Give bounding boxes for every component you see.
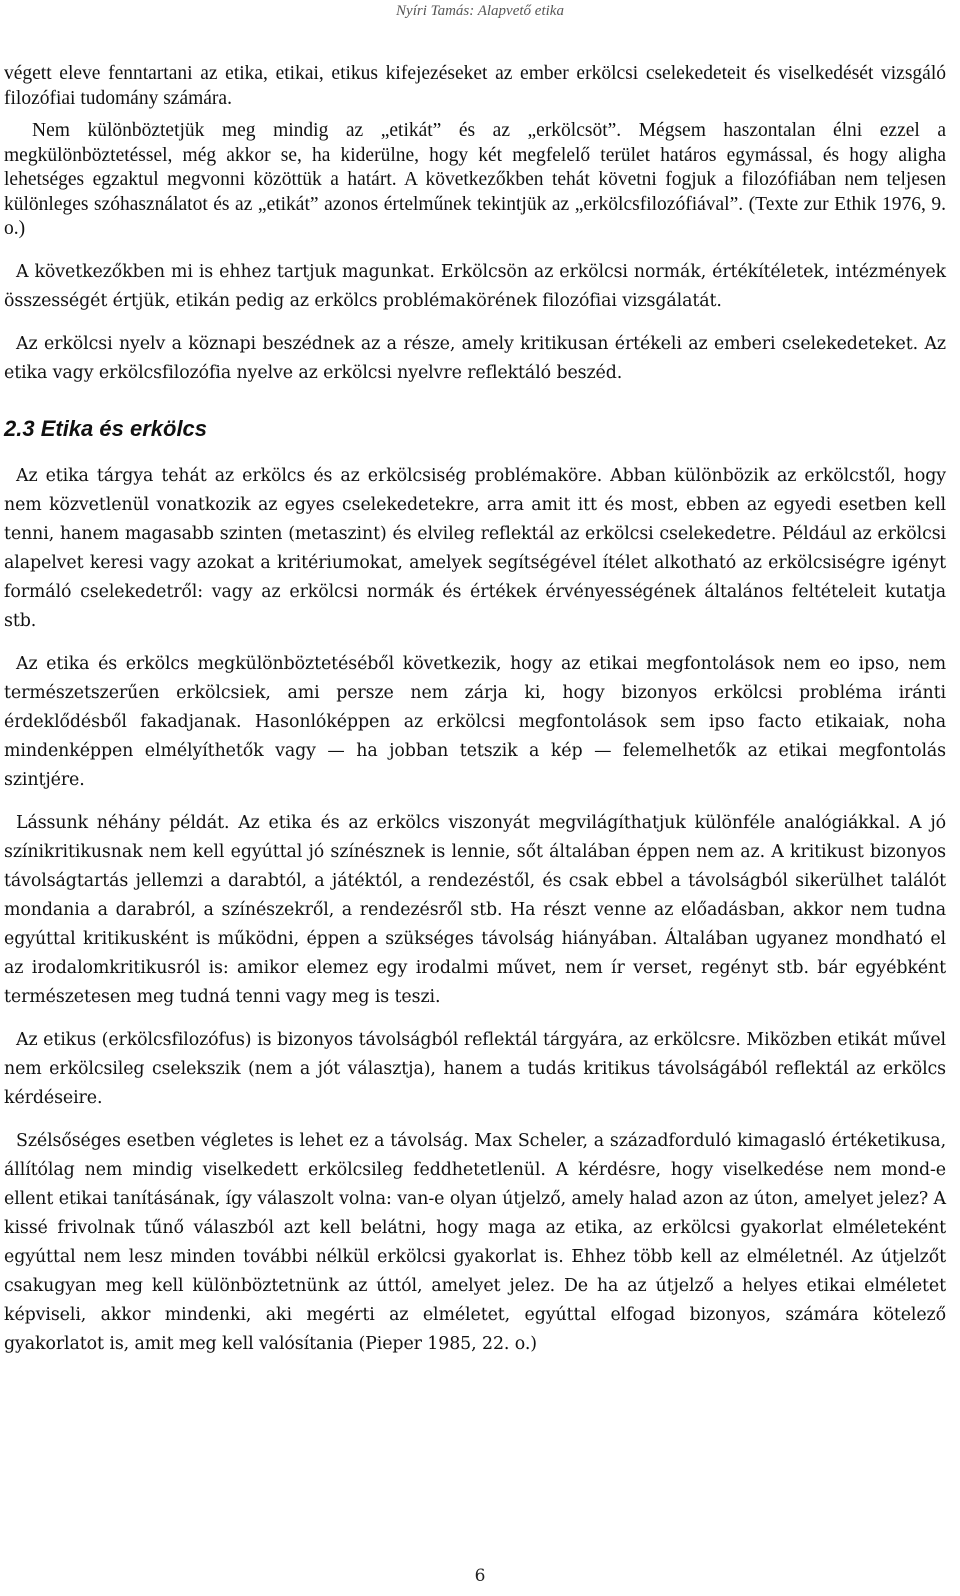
body-paragraph: Az erkölcsi nyelv a köznapi beszédnek az a része, amely kritikusan értékeli az emberi cselekedeteket. Az etika vagy erkölcsfilozófia nyelve az erkölcsi nyelvre reflektáló beszéd. [4,333,946,383]
page-content [0,62,952,1359]
section-heading: 2.3 Etika és erkölcs [4,415,208,441]
body-paragraph: Az etika tárgya tehát az erkölcs és az erkölcsiség problémaköre. Abban különbözik az erkölcstől, hogy nem közvetlenül vonatkozik az egyes cselekedetekre, arra amit itt és most, ebben az egyedi esetben kell tenni, hanem magasabb szinten (metaszint) és elvileg reflektál az erkölcsi cselekedetre. Például az erkölcsi alapelvet keresi vagy azokat a kritériumokat, amelyek segítségével ítélet alkotható az erkölcsiségre igényt formáló cselekedetről: vagy az erkölcsi normák és értékek érvényességének általános feltételeit kutatja stb. [4,465,946,631]
body-paragraph: Az etika és erkölcs megkülönböztetéséből következik, hogy az etikai megfontolások nem eo ipso, nem természetszerűen erkölcsiek, ami persze nem zárja ki, hogy bizonyos erkölcsi probléma iránti érdeklődésből fakadjanak. Hasonlóképpen az erkölcsi megfontolások sem ipso facto etikaiak, noha mindenképpen elmélyíthetők vagy — ha jobban tetszik a kép — felemelhetők az etikai megfontolás szintjére. [4,653,946,790]
quote-paragraph-1: végett eleve fenntartani az etika, etikai, etikus kifejezéseket az ember erkölcsi cselekedeteit és viselkedését vizsgáló filozófiai tudomány számára. [4,63,946,109]
quote-paragraph-2: Nem különböztetjük meg mindig az „etikát” és az „erkölcsöt”. Mégsem haszontalan élni ezzel a megkülönböztetéssel, még akkor se, ha kiderülne, hogy két megfelelő terület határos egymással, és hogy aligha lehetséges egzaktul megvonni közöttük a határt. A következőkben tehát követni fogjuk a filozófiában nem teljesen különleges szóhasználatot és az „etikát” azonos értelműnek tekintjük az „erkölcsfilozófiával”. (Texte zur Ethik 1976, 9. o.) [4,120,946,239]
body-paragraph: Az etikus (erkölcsfilozófus) is bizonyos távolságból reflektál tárgyára, az erkölcsre. Miközben etikát művel nem erkölcsileg cselekszik (nem a jót választja), hanem a tudás kritikus távolságából reflektál az erkölcs kérdéseire. [4,1029,946,1108]
running-title: Nyíri Tamás: Alapvető etika [396,3,564,19]
body-paragraph: A következőkben mi is ehhez tartjuk magunkat. Erkölcsön az erkölcsi normák, értékítéletek, intézmények összességét értjük, etikán pedig az erkölcs problémakörének filozófiai vizsgálatát. [4,261,946,311]
page-number: 6 [474,1566,486,1586]
page-footer [0,1566,960,1586]
body-paragraph: Szélsőséges esetben végletes is lehet ez a távolság. Max Scheler, a századforduló kimagasló értéketikusa, állítólag nem mindig viselkedett erkölcsileg feddhetetlenül. A kérdésre, hogy viselkedése nem mond-e ellent etikai tanításának, így válaszolt volna: van-e olyan útjelző, amely halad azon az úton, amelyet jelez? A kissé frivolnak tűnő válaszból azt kell belátni, hogy maga az etika, az erkölcsi gyakorlat elméleteként egyúttal nem lesz minden további nélkül erkölcsi gyakorlat is. Ehhez több kell az elméletnél. Az útjelzőt csakugyan meg kell különböztetnünk az úttól, amelyet jelez. De ha az útjelző a helyes etikai elméletet képviseli, akkor mindenki, aki megérti az elméletet, egyúttal elfogad bizonyos, számára kötelező gyakorlatot is, amit meg kell valósítania (Pieper 1985, 22. o.) [4,1130,946,1354]
body-paragraph: Lássunk néhány példát. Az etika és az erkölcs viszonyát megvilágíthatjuk különféle analógiákkal. A jó színikritikusnak nem kell egyúttal jó színésznek is lennie, sőt általában éppen nem az. A kritikust bizonyos távolságtartás jellemzi a darabtól, a játéktól, a rendezéstől, és csak ebbel a távolságból sikerülhet találót mondania a darabról, a színészekről, a rendezésről stb. Ha részt venne az előadásban, akkor nem tudna egyúttal kritikusként is működni, éppen a szükséges távolság hiányában. Általában ugyanez mondható el az irodalomkritikusról is: amikor elemez egy irodalmi művet, nem ír verset, regényt stb. bár egyébként természetesen meg tudná tenni vagy meg is teszi. [4,812,946,1007]
running-header [0,0,960,40]
